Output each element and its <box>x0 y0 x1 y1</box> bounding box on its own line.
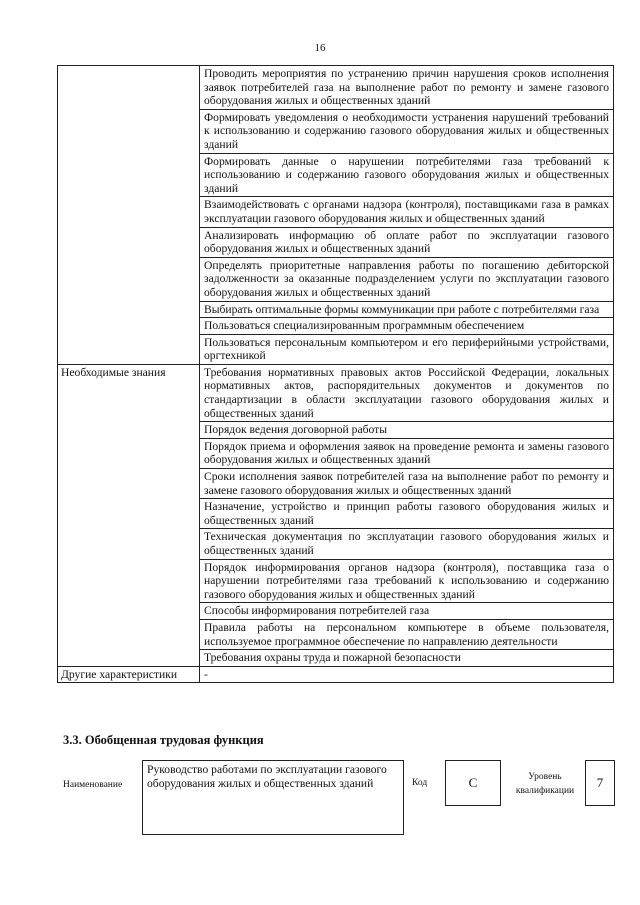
page-number: 16 <box>314 42 326 54</box>
table-cell: Техническая документация по эксплуатации газового оборудования жилых и общественных зданий <box>200 529 614 559</box>
row-label-knowledge: Необходимые знания <box>58 364 200 666</box>
table-cell: Требования нормативных правовых актов Российской Федерации, локальных нормативных актов, распорядительных документов и документов по стандартизации в области эксплуатации газового оборудования жилых и общественных зданий <box>200 364 614 421</box>
row-label-other: Другие характеристики <box>58 666 200 683</box>
table-row <box>58 66 614 110</box>
table-cell: Порядок ведения договорной работы <box>200 422 614 439</box>
table-cell: Пользоваться персональным компьютером и его периферийными устройствами, оргтехникой <box>200 334 614 364</box>
generalized-function-row <box>0 758 640 838</box>
table-cell: Проводить мероприятия по устранению причин нарушения сроков исполнения заявок потребителей газа на выполнение работ по ремонту и замене газового оборудования жилых и общественных зданий <box>200 66 614 110</box>
level-value: 7 <box>585 760 615 806</box>
table-row <box>58 364 614 421</box>
table-cell: Формировать данные о нарушении потребителями газа требований к использованию и содержанию газового оборудования жилых и общественных зданий <box>200 153 614 197</box>
table-cell: Определять приоритетные направления работы по погашению дебиторской задолженности за оказанные подразделением услуги по эксплуатации газового оборудования жилых и общественных зданий <box>200 257 614 301</box>
table-cell: Порядок информирования органов надзора (контроля), поставщика газа о нарушении потребителями газа требований к использованию и содержанию газового оборудования жилых и общественных зданий <box>200 559 614 603</box>
table-row <box>58 666 614 683</box>
name-label: Наименование <box>63 780 123 790</box>
table-cell: Требования охраны труда и пожарной безопасности <box>200 650 614 667</box>
table-cell: - <box>200 666 614 683</box>
table-cell: Взаимодействовать с органами надзора (контроля), поставщиками газа в рамках эксплуатации газового оборудования жилых и общественных зданий <box>200 197 614 227</box>
skills-knowledge-table <box>57 65 614 683</box>
section-heading: 3.3. Обобщенная трудовая функция <box>63 733 264 747</box>
code-value: С <box>445 760 501 806</box>
table-cell: Способы информирования потребителей газа <box>200 603 614 620</box>
code-label: Код <box>412 778 428 788</box>
table-cell: Порядок приема и оформления заявок на проведение ремонта и замены газового оборудования жилых и общественных зданий <box>200 438 614 468</box>
level-label: Уровень квалификации <box>515 772 575 796</box>
table-cell: Выбирать оптимальные формы коммуникации при работе с потребителями газа <box>200 301 614 318</box>
table-cell: Правила работы на персональном компьютере в объеме пользователя, используемое программное обеспечение по направлению деятельности <box>200 619 614 649</box>
table-cell: Назначение, устройство и принцип работы газового оборудования жилых и общественных зданий <box>200 499 614 529</box>
table-cell: Анализировать информацию об оплате работ по эксплуатации газового оборудования жилых и общественных зданий <box>200 227 614 257</box>
table-cell: Пользоваться специализированным программным обеспечением <box>200 318 614 335</box>
row-label <box>58 66 200 365</box>
table-cell: Сроки исполнения заявок потребителей газа на выполнение работ по ремонту и замене газового оборудования жилых и общественных зданий <box>200 469 614 499</box>
name-value: Руководство работами по эксплуатации газового оборудования жилых и общественных зданий <box>142 760 404 835</box>
table-cell: Формировать уведомления о необходимости устранения нарушений требований к использованию и содержанию газового оборудования жилых и общественных зданий <box>200 109 614 153</box>
